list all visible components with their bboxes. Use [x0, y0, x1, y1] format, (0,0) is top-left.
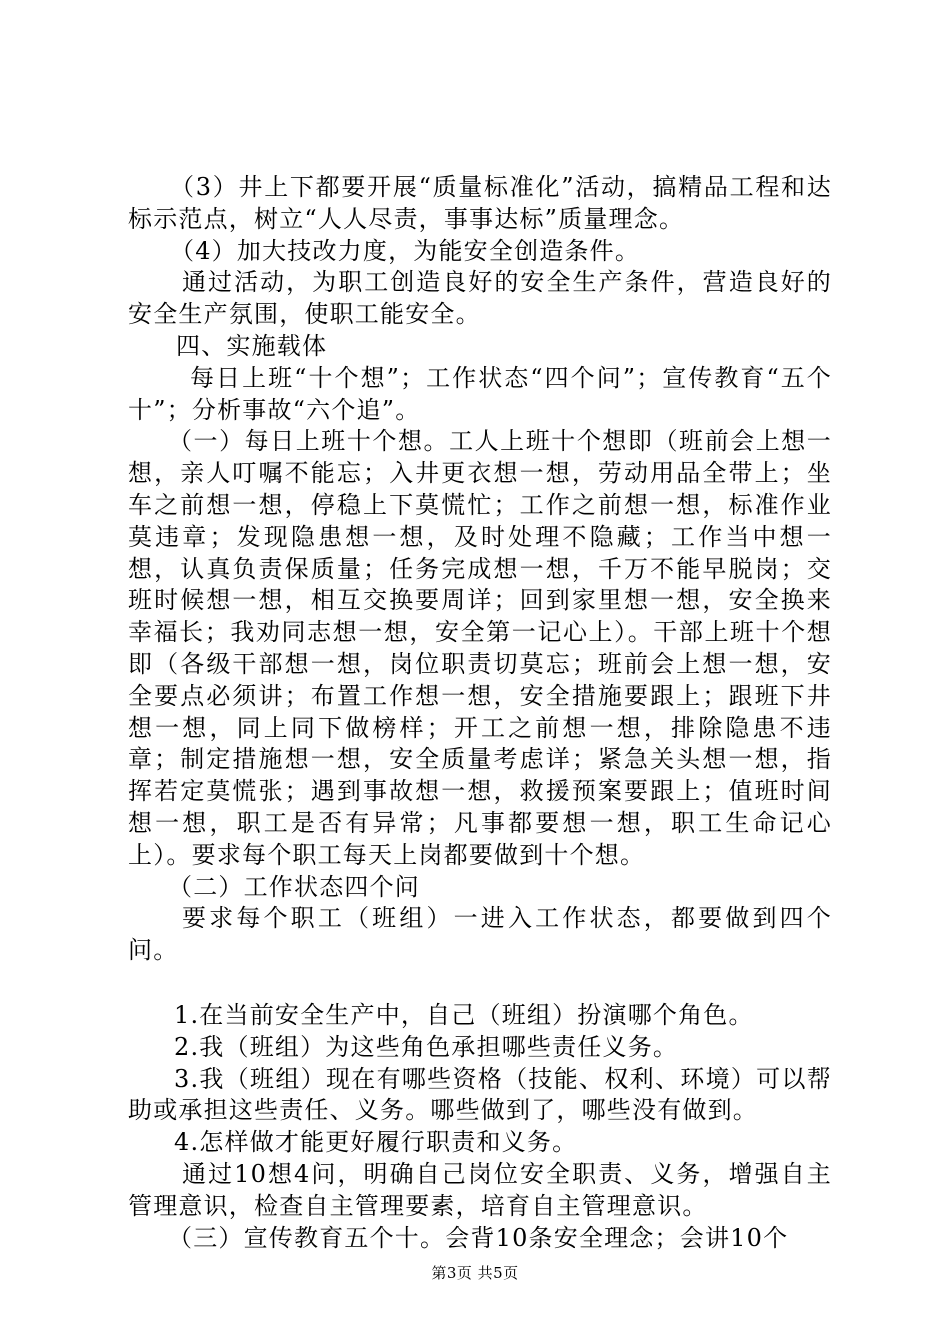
- paragraph-5: 每日上班“十个想”；工作状态“四个问”；宣传教育“五个十”；分析事故“六个追”。: [128, 363, 832, 424]
- paragraph-3: 通过活动，为职工创造良好的安全生产条件，营造良好的安全生产氛围，使职工能安全。: [128, 268, 832, 329]
- paragraph-14: （三）宣传教育五个十。会背10条安全理念；会讲10个: [168, 1223, 789, 1252]
- paragraph-11: 3.我（班组）现在有哪些资格（技能、权利、环境）可以帮助或承担这些责任、义务。哪些做到了，哪些没有做到。: [128, 1064, 832, 1125]
- paragraph-1: （3）井上下都要开展“质量标准化”活动，搞精品工程和达标示范点，树立“人人尽责，事事达标”质量理念。: [128, 173, 832, 233]
- paragraph-8: 要求每个职工（班组）一进入工作状态，都要做到四个问。: [128, 904, 832, 965]
- paragraph-4: 四、实施载体: [176, 331, 328, 360]
- paragraph-12: 4.怎样做才能更好履行职责和义务。: [174, 1128, 578, 1157]
- page-footer: 第3页 共5页: [431, 1264, 519, 1282]
- paragraph-13: 通过10想4问，明确自己岗位安全职责、义务，增强自主管理意识，检查自主管理要素，培育自主管理意识。: [128, 1159, 832, 1220]
- paragraph-7: （二）工作状态四个问: [168, 872, 420, 901]
- paragraph-6: （一）每日上班十个想。工人上班十个想即（班前会上想一想，亲人叮嘱不能忘；入井更衣想一想，劳动用品全带上；坐车之前想一想，停稳上下莫慌忙；工作之前想一想，标准作业莫违章；发现隐患想一想，及时处理不隐藏；工作当中想一想，认真负责保质量；任务完成想一想，千万不能早脱岗；交班时候想一想，相互交换要周详；回到家里想一想，安全换来幸福长；我劝同志想一想，安全第一记心上）。干部上班十个想即（各级干部想一想，岗位职责切莫忘；班前会上想一想，安全要点必须讲；布置工作想一想，安全措施要跟上；跟班下井想一想，同上同下做榜样；开工之前想一想，排除隐患不违章；制定措施想一想，安全质量考虑详；紧急关头想一想，指挥若定莫慌张；遇到事故想一想，救援预案要跟上；值班时间想一想，职工是否有异常；凡事都要想一想，职工生命记心上）。要求每个职工每天上岗都要做到十个想。: [128, 427, 832, 869]
- paragraph-10: 2.我（班组）为这些角色承担哪些责任义务。: [174, 1032, 679, 1061]
- paragraph-9: 1.在当前安全生产中，自己（班组）扮演哪个角色。: [174, 1000, 754, 1029]
- document-body: [128, 172, 832, 1254]
- paragraph-gap: [128, 967, 832, 1000]
- paragraph-2: （4）加大技改力度，为能安全创造条件。: [170, 236, 641, 265]
